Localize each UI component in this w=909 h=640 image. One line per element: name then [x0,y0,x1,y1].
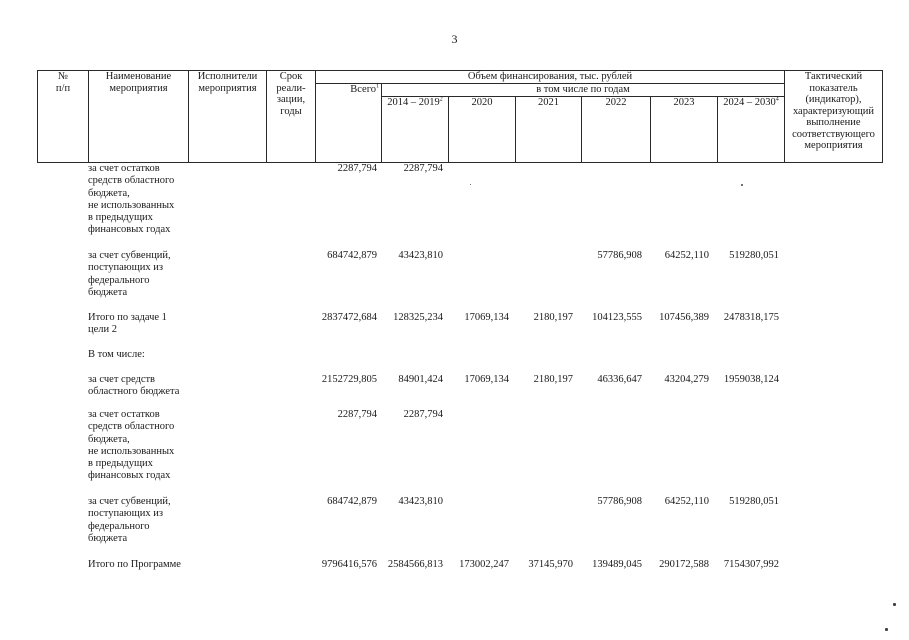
row-value: 2287,794 [403,163,443,174]
header-year: 2023 [651,96,718,162]
row-value: 684742,879 [327,250,377,261]
row-value: 1959038,124 [723,374,779,385]
row-label: за счет средств областного бюджета [88,374,180,398]
row-value: 2287,794 [403,409,443,420]
row-value: 2152729,805 [321,374,377,385]
header-funding: Объем финансирования, тыс. рублей [316,71,785,84]
row-value: 9796416,576 [321,559,377,570]
row-value: 64252,110 [664,250,709,261]
row-value: 43423,810 [398,496,443,507]
row-value: 2837472,684 [321,312,377,323]
row-value: 2287,794 [337,409,377,420]
row-value: 107456,389 [659,312,709,323]
row-value: 43204,279 [664,374,709,385]
row-value: 37145,970 [528,559,573,570]
header-total: Всего$^1$ [316,83,382,162]
header-executors: Исполнители мероприятия [189,71,267,163]
header-indicator: Тактический показатель (индикатор), характеризующий выполнение соответствующего мероприятия [785,71,883,163]
row-label: за счет остатков средств областного бюджета, не использованных в предыдущих финансовых годах [88,409,175,482]
row-label: за счет субвенций, поступающих из федерального бюджета [88,250,171,298]
row-value: 2478318,175 [723,312,779,323]
header-name: Наименование мероприятия [89,71,189,163]
row-value: 43423,810 [398,250,443,261]
header-year: 2024 – 2030$^4$ [718,96,785,162]
scan-speck [885,628,888,631]
row-value: 2180,197 [533,312,573,323]
header-year: 2020 [449,96,516,162]
row-value: 519280,051 [729,496,779,507]
row-value: 57786,908 [597,496,642,507]
header-year: 2022 [582,96,651,162]
page-number: 3 [451,32,458,46]
header-by-years: в том числе по годам [382,83,785,96]
scan-speck [741,184,743,186]
row-label: Итого по Программе [88,559,181,570]
header-term: Срок реали- зации, годы [267,71,316,163]
row-label: Итого по задаче 1 цели 2 [88,312,167,336]
row-label: В том числе: [88,349,145,360]
header-year: 2021 [516,96,582,162]
row-value: 7154307,992 [723,559,779,570]
row-value: 84901,424 [398,374,443,385]
row-value: 519280,051 [729,250,779,261]
row-value: 290172,588 [659,559,709,570]
row-value: 57786,908 [597,250,642,261]
row-label: за счет субвенций, поступающих из федерального бюджета [88,496,171,544]
row-value: 139489,045 [592,559,642,570]
row-value: 46336,647 [597,374,642,385]
scan-speck [470,184,471,185]
row-value: 2584566,813 [387,559,443,570]
row-value: 2180,197 [533,374,573,385]
row-value: 2287,794 [337,163,377,174]
header-num: № п/п [38,71,89,163]
row-value: 128325,234 [393,312,443,323]
row-value: 104123,555 [592,312,642,323]
header-year: 2014 – 2019$^2$ [382,96,449,162]
row-value: 17069,134 [464,312,509,323]
scan-speck [893,603,896,606]
table-header [37,70,883,163]
row-value: 173002,247 [459,559,509,570]
row-value: 684742,879 [327,496,377,507]
row-label: за счет остатков средств областного бюджета, не использованных в предыдущих финансовых годах [88,163,175,236]
row-value: 17069,134 [464,374,509,385]
row-value: 64252,110 [664,496,709,507]
